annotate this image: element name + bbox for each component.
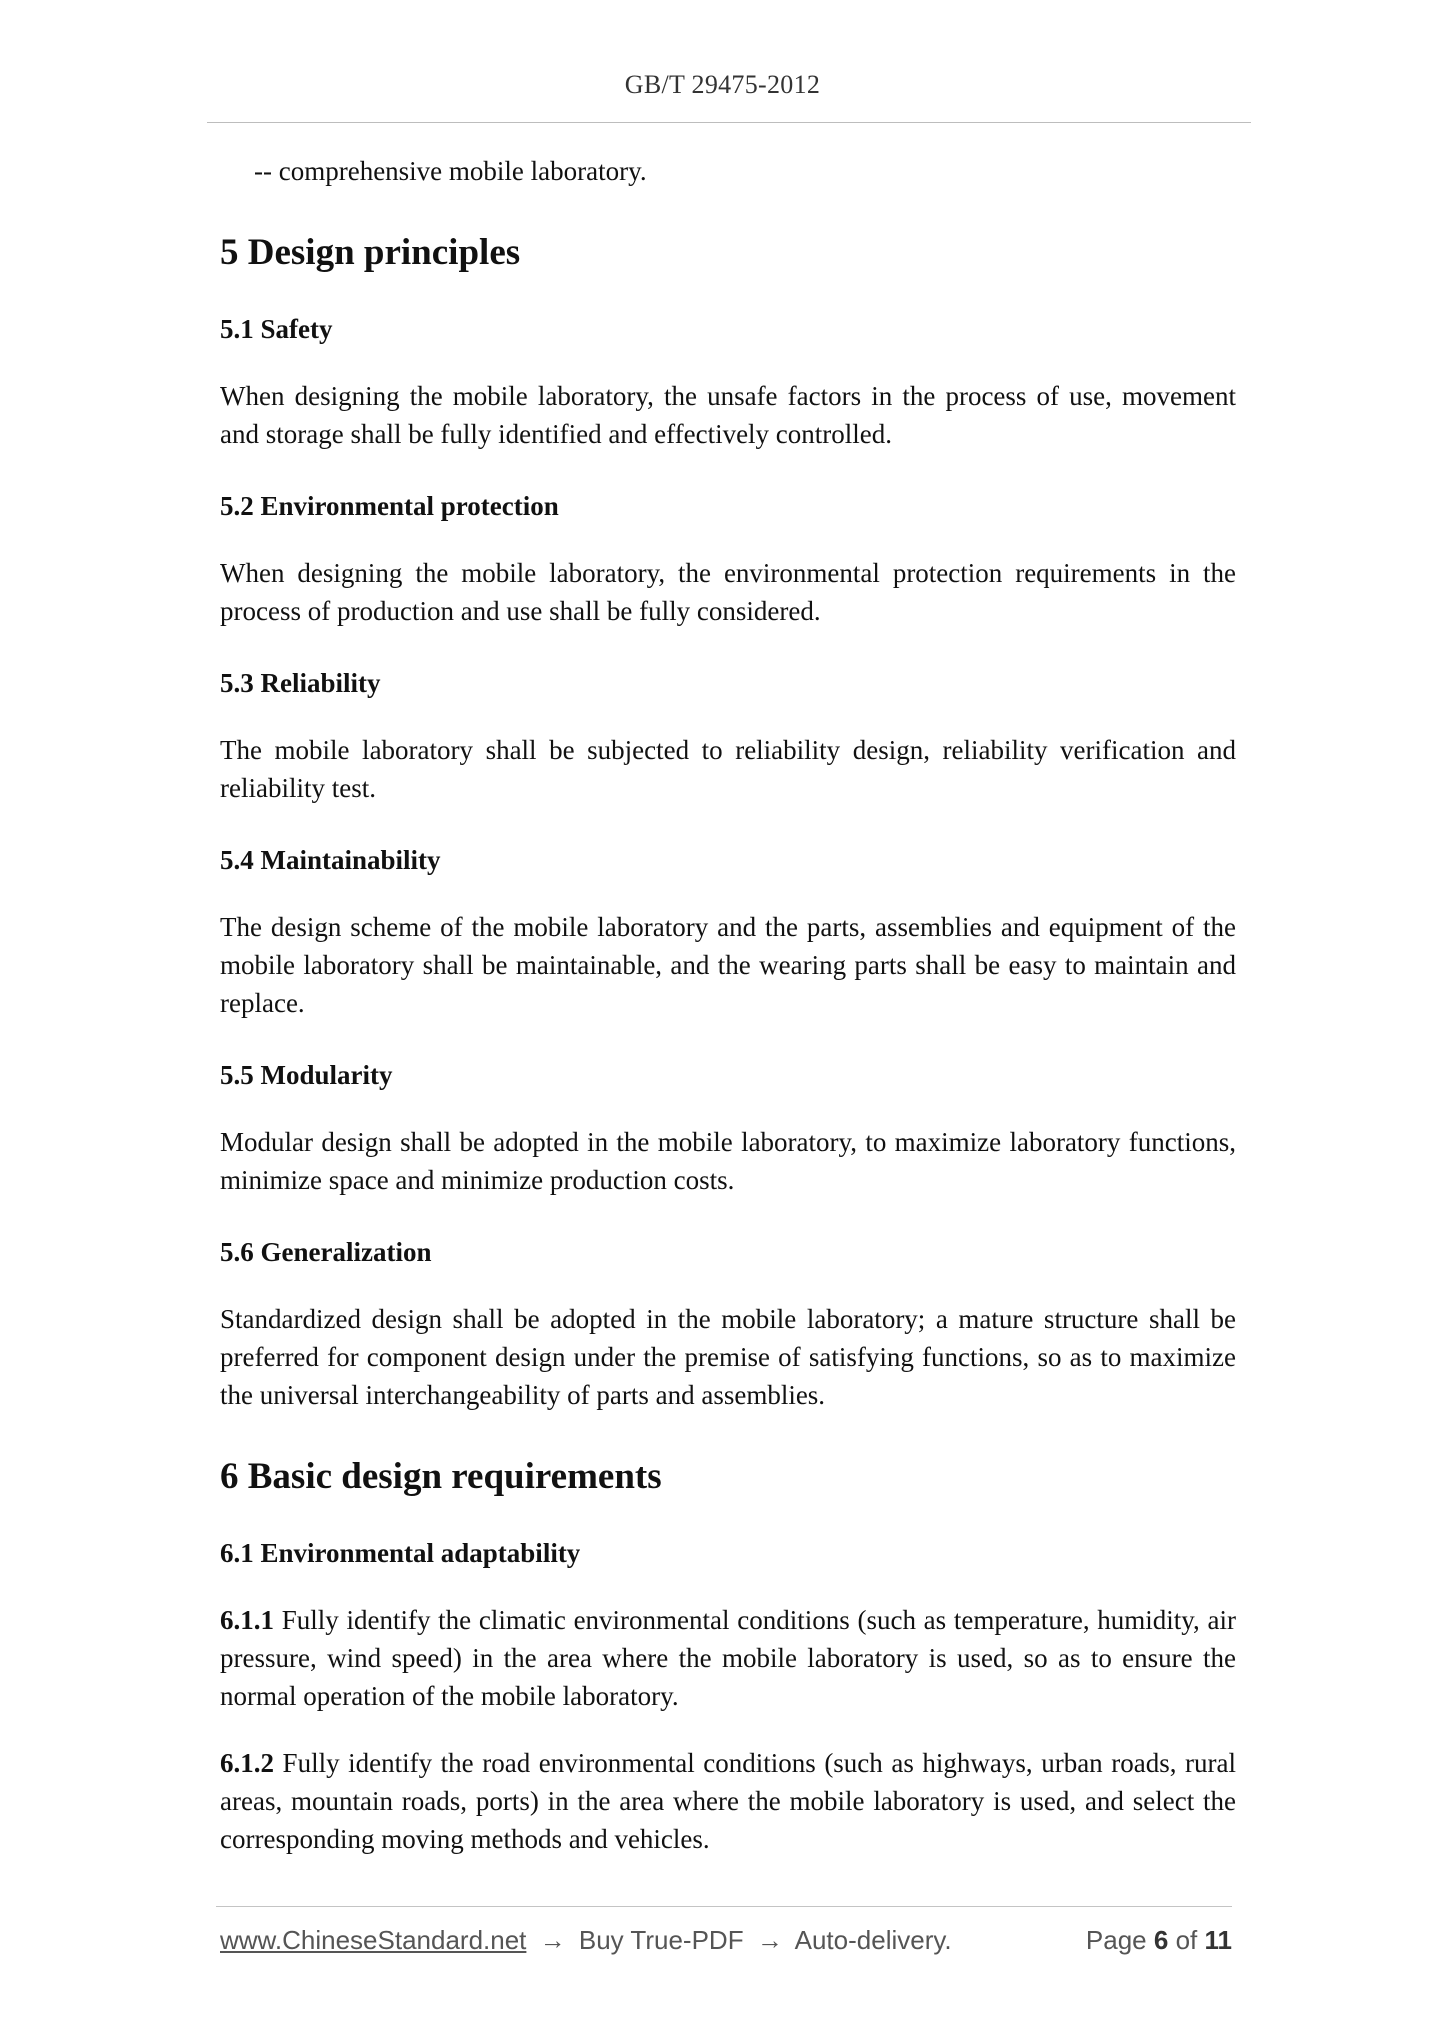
- page-current: 6: [1153, 1925, 1169, 1955]
- page-number: [1086, 1925, 1232, 1956]
- subsection-5-1-title: 5.1 Safety: [220, 314, 333, 344]
- clause-6-1-2-text: Fully identify the road environmental conditions (such as highways, urban roads, rural areas, mountain roads, ports) in the area where the mobile laboratory is used, and select the corresponding moving methods and vehicles.: [220, 1748, 1236, 1854]
- subsection-5-5-title: 5.5 Modularity: [220, 1060, 393, 1090]
- subsection-5-5-text: Modular design shall be adopted in the mobile laboratory, to maximize laboratory functions, minimize space and minimize production costs.: [220, 1127, 1236, 1195]
- footer-divider: [216, 1906, 1232, 1907]
- subsection-5-2-title: 5.2 Environmental protection: [220, 491, 559, 521]
- subsection-5-6-text: Standardized design shall be adopted in the mobile laboratory; a mature structure shall be preferred for component design under the premise of satisfying functions, so as to maximize the universal interchangeability of parts and assemblies.: [220, 1304, 1236, 1410]
- clause-6-1-1-text: Fully identify the climatic environmental conditions (such as temperature, humidity, air pressure, wind speed) in the area where the mobile laboratory is used, so as to ensure the normal operation of the mobile laboratory.: [220, 1605, 1236, 1711]
- auto-delivery-text: Auto-delivery.: [794, 1925, 952, 1955]
- document-id-header: GB/T 29475-2012: [624, 70, 821, 99]
- clause-6-1-1-number: 6.1.1: [220, 1605, 274, 1635]
- clause-6-1-2-number: 6.1.2: [220, 1748, 274, 1778]
- page-total: 11: [1204, 1925, 1232, 1955]
- clause-6-1-1: [220, 1601, 1236, 1715]
- subsection-5-6-title: 5.6 Generalization: [220, 1237, 432, 1267]
- arrow-right-icon: →: [539, 1925, 566, 1955]
- page-content: [220, 152, 1236, 1858]
- subsection-5-3-text: The mobile laboratory shall be subjected to reliability design, reliability verification and reliability test.: [220, 735, 1236, 803]
- section-5-title: 5 Design principles: [220, 232, 521, 273]
- subsection-5-4-title: 5.4 Maintainability: [220, 845, 441, 875]
- intro-line: -- comprehensive mobile laboratory.: [254, 156, 647, 186]
- subsection-6-1-title: 6.1 Environmental adaptability: [220, 1538, 581, 1568]
- clause-6-1-2: [220, 1744, 1236, 1858]
- subsection-5-1-text: When designing the mobile laboratory, the unsafe factors in the process of use, movement and storage shall be fully identified and effectively controlled.: [220, 381, 1236, 449]
- arrow-right-icon: →: [756, 1925, 783, 1955]
- subsection-5-2-text: When designing the mobile laboratory, the environmental protection requirements in the process of production and use shall be fully considered.: [220, 558, 1236, 626]
- website-link[interactable]: www.ChineseStandard.net: [220, 1925, 527, 1955]
- footer-promo: [220, 1925, 952, 1956]
- subsection-5-4-text: The design scheme of the mobile laboratory and the parts, assemblies and equipment of the mobile laboratory shall be maintainable, and the wearing parts shall be easy to maintain and replace.: [220, 912, 1236, 1018]
- subsection-5-3-title: 5.3 Reliability: [220, 668, 381, 698]
- section-6-title: 6 Basic design requirements: [220, 1456, 662, 1497]
- header-divider: [207, 122, 1251, 123]
- page-label: Page: [1085, 1925, 1147, 1955]
- page-of-label: of: [1175, 1925, 1198, 1955]
- buy-true-pdf-text: Buy True-PDF: [578, 1925, 744, 1955]
